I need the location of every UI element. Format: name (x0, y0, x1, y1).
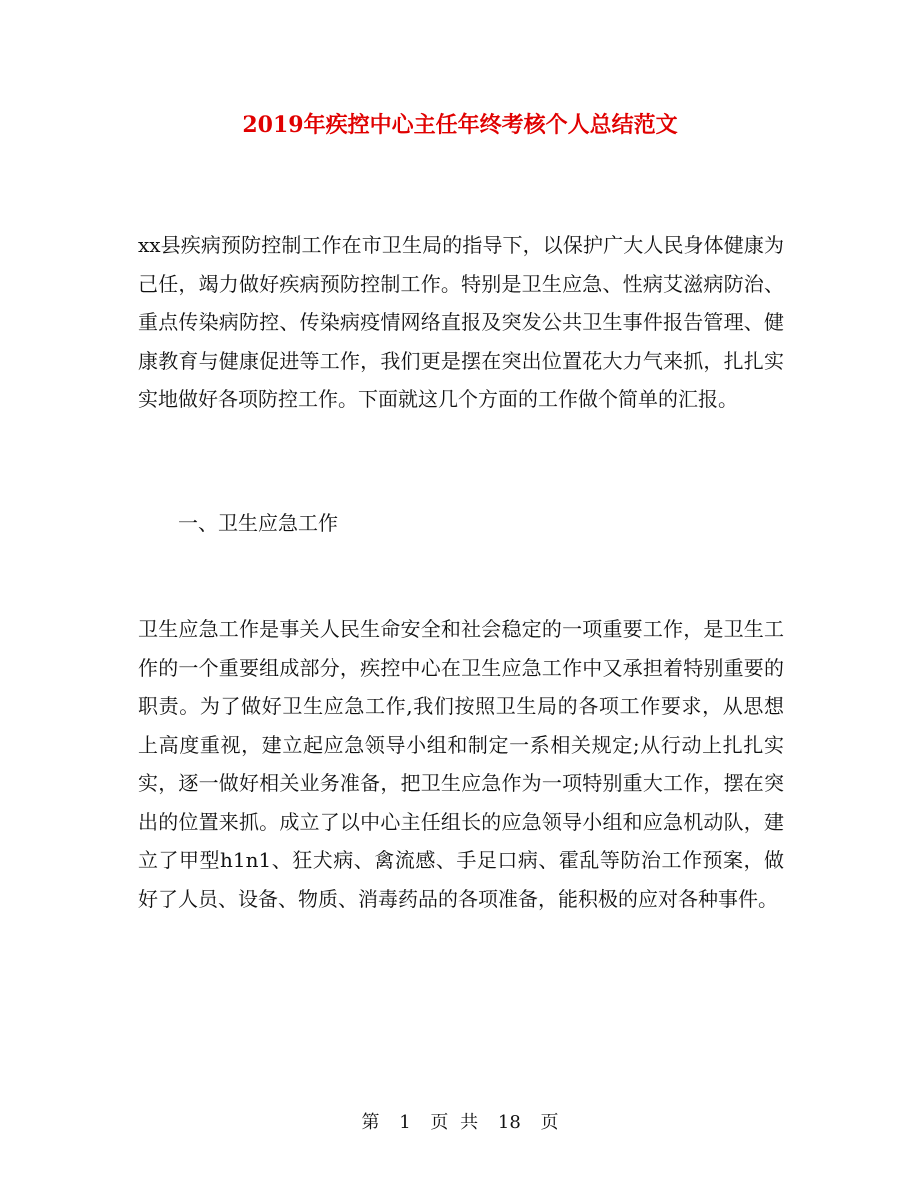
footer-prefix: 第 (361, 1112, 380, 1133)
footer-page-number: 1 (399, 1112, 411, 1133)
footer-mid: 页 共 (430, 1112, 479, 1133)
page-footer (0, 1108, 920, 1138)
footer-suffix: 页 (540, 1112, 559, 1133)
section-heading-health-emergency: 一、卫生应急工作 (178, 511, 338, 535)
document-title: 2019年疾控中心主任年终考核个人总结范文 (242, 112, 678, 138)
intro-paragraph: xx县疾病预防控制工作在市卫生局的指导下，以保护广大人民身体健康为己任，竭力做好疾病预防控制工作。特别是卫生应急、性病艾滋病防治、重点传染病防控、传染病疫情网络直报及突发公共卫生事件报告管理、健康教育与健康促进等工作，我们更是摆在突出位置花大力气来抓，扎扎实实地做好各项防控工作。下面就这几个方面的工作做个简单的汇报。 (138, 233, 784, 411)
footer-total-pages: 18 (497, 1112, 521, 1133)
health-emergency-paragraph: 卫生应急工作是事关人民生命安全和社会稳定的一项重要工作，是卫生工作的一个重要组成部分，疾控中心在卫生应急工作中又承担着特别重要的职责。为了做好卫生应急工作,我们按照卫生局的各项工作要求，从思想上高度重视，建立起应急领导小组和制定一系相关规定;从行动上扎扎实实，逐一做好相关业务准备，把卫生应急作为一项特别重大工作，摆在突出的位置来抓。成立了以中心主任组长的应急领导小组和应急机动队，建立了甲型h1n1、狂犬病、禽流感、手足口病、霍乱等防治工作预案，做好了人员、设备、物质、消毒药品的各项准备，能积极的应对各种事件。 (138, 617, 784, 911)
